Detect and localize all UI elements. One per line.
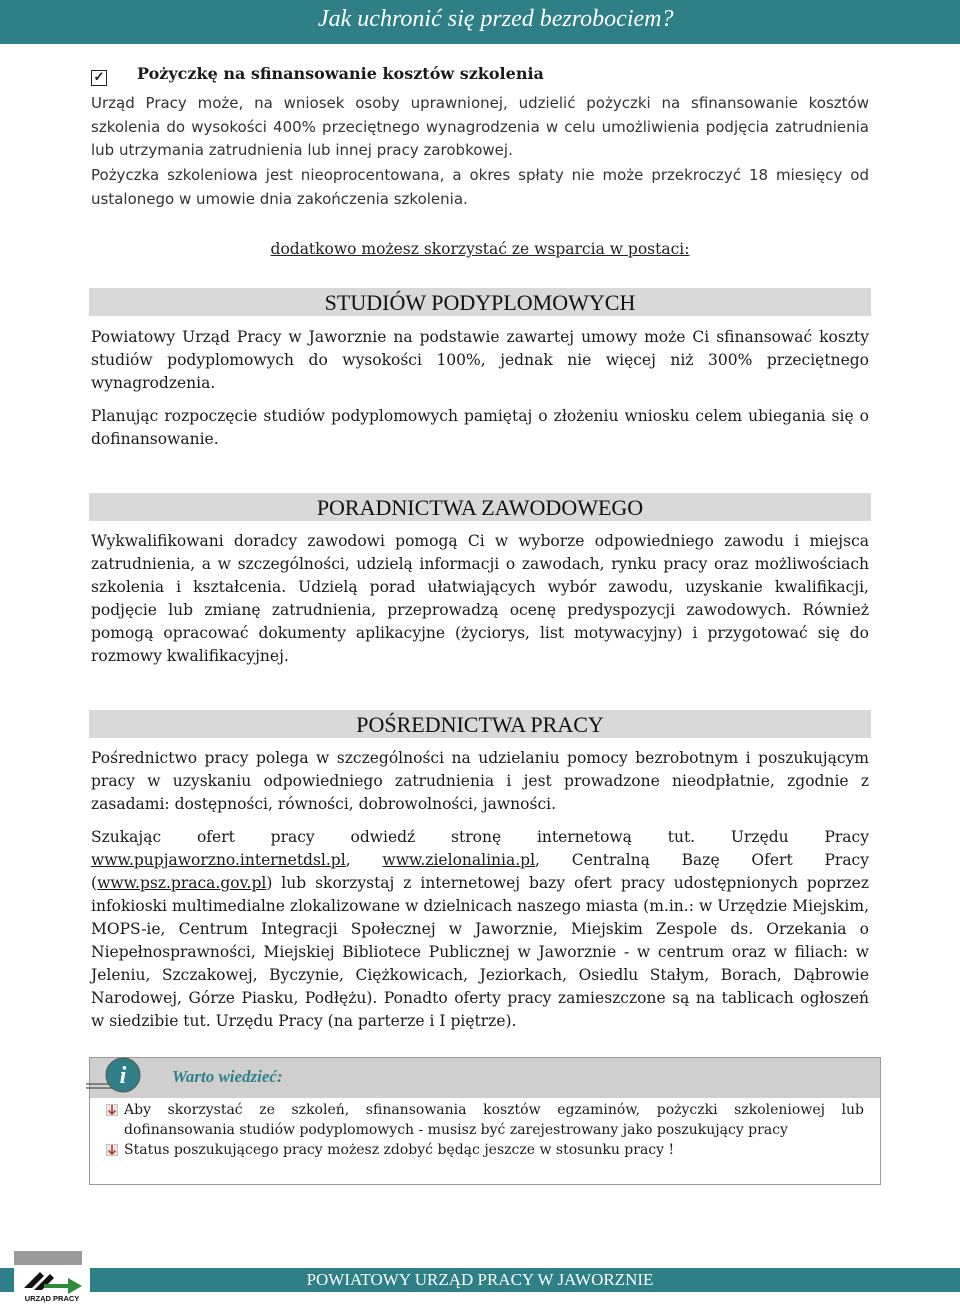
postgrad-paragraph-2: Planując rozpoczęcie studiów podyplomowych pamiętaj o złożeniu wniosku celem ubiegania się o dofinansowanie. [91, 407, 869, 448]
loan-paragraph-1: Urząd Pracy może, na wniosek osoby uprawnionej, udzielić pożyczki na sfinansowanie kosztów szkolenia do wysokości 400% przeciętnego wynagrodzenia w celu umożliwienia podjęcia zatrudnienia lub utrzymania zatrudnienia lub innej pracy zarobkowej. [91, 94, 869, 159]
bullet-icon [106, 1144, 118, 1156]
loan-paragraph-2: Pożyczka szkoleniowa jest nieoprocentowana, a okres spłaty nie może przekroczyć 18 miesięcy od ustalonego w umowie dnia zakończenia szkolenia. [91, 166, 869, 208]
postgrad-paragraph-1: Powiatowy Urząd Pracy w Jaworznie na podstawie zawartej umowy może Ci sfinansować koszty studiów podyplomowych do wysokości 100%, jednak nie więcej niż 300% przeciętnego wynagrodzenia. [91, 328, 869, 392]
postgrad-heading: STUDIÓW PODYPLOMOWYCH [89, 288, 871, 316]
placement-paragraph-1: Pośrednictwo pracy polega w szczególności na udzielaniu pomocy bezrobotnym i poszukującym pracy w uzyskaniu odpowiedniego zatrudnienia i jest prowadzone nieodpłatnie, zgodnie z zasadami: dostępności, równości, dobrowolności, jawności. [91, 749, 869, 813]
counseling-heading: PORADNICTWA ZAWODOWEGO [89, 493, 871, 521]
bullet-icon [106, 1104, 118, 1116]
checkbox-icon: ✓ [91, 70, 107, 86]
logo-text: URZĄD PRACY [24, 1294, 80, 1303]
link-psz-praca[interactable]: www.psz.praca.gov.pl [97, 874, 267, 892]
info-box-title: Warto wiedzieć: [172, 1067, 283, 1086]
svg-text:i: i [119, 1063, 127, 1089]
link-pup-jaworzno[interactable]: www.pupjaworzno.internetdsl.pl [91, 851, 346, 869]
link-zielona-linia[interactable]: www.zielonalinia.pl [382, 851, 536, 869]
additional-support-heading: dodatkowo możesz skorzystać ze wsparcia w postaci: [270, 240, 690, 258]
footer-text: POWIATOWY URZĄD PRACY W JAWORZNIE [306, 1270, 654, 1289]
loan-title-text: Pożyczkę na sfinansowanie kosztów szkolenia [137, 64, 544, 83]
placement-heading: POŚREDNICTWA PRACY [89, 710, 871, 738]
list-item: Status poszukującego pracy możesz zdobyć będąc jeszcze w stosunku pracy ! [104, 1140, 864, 1160]
loan-heading [91, 64, 544, 84]
info-box-list [104, 1100, 864, 1160]
info-box [89, 1057, 881, 1185]
placement-paragraph-2: Szukając ofert pracy odwiedź stronę internetową tut. Urzędu Pracy www.pupjaworzno.internetdsl.pl, www.zielonalinia.pl, Centralną Bazę Ofert Pracy (www.psz.praca.gov.pl) lub skorzystaj z internetowej bazy ofert pracy udostępnionych poprzez infokioski multimedialne zlokalizowane w dzielnicach naszego miasta (m.in.: w Urzędzie Miejskim, MOPS-ie, Centrum Integracji Społecznej w Jaworznie, Miejskim Zespole ds. Orzekania o Niepełnosprawności, Miejskiej Bibliotece Publicznej w Jaworznie - w centrum oraz w filiach: w Jeleniu, Szczakowej, Byczynie, Ciężkowicach, Jeziorkach, Osiedlu Stałym, Borach, Dąbrowie Narodowej, Górze Piasku, Podłężu). Ponadto oferty pracy zamieszczone są na tablicach ogłoszeń w siedzibie tut. Urzędu Pracy (na parterze i I piętrze). [91, 828, 869, 1030]
page-title: Jak uchronić się przed bezrobociem? [318, 6, 674, 32]
list-item: Aby skorzystać ze szkoleń, sfinansowania kosztów egzaminów, pożyczki szkoleniowej lub dofinansowania studiów podyplomowych - musisz być zarejestrowany jako poszukujący pracy [104, 1100, 864, 1140]
counseling-paragraph: Wykwalifikowani doradcy zawodowi pomogą Ci w wyborze odpowiedniego zawodu i miejsca zatrudnienia, a w szczególności, udzielą informacji o zawodach, rynku pracy oraz możliwościach szkolenia i kształcenia. Udzielą porad ułatwiających wybór zawodu, uzyskanie kwalifikacji, podjęcie lub zmianę zatrudnienia, przeprowadzą ocenę predyspozycji zawodowych. Również pomogą opracować dokumenty aplikacyjne (życiorys, list motywacyjny) i przygotować się do rozmowy kwalifikacyjnej. [91, 532, 869, 665]
logo-icon [20, 1262, 86, 1294]
info-icon [80, 1051, 160, 1101]
